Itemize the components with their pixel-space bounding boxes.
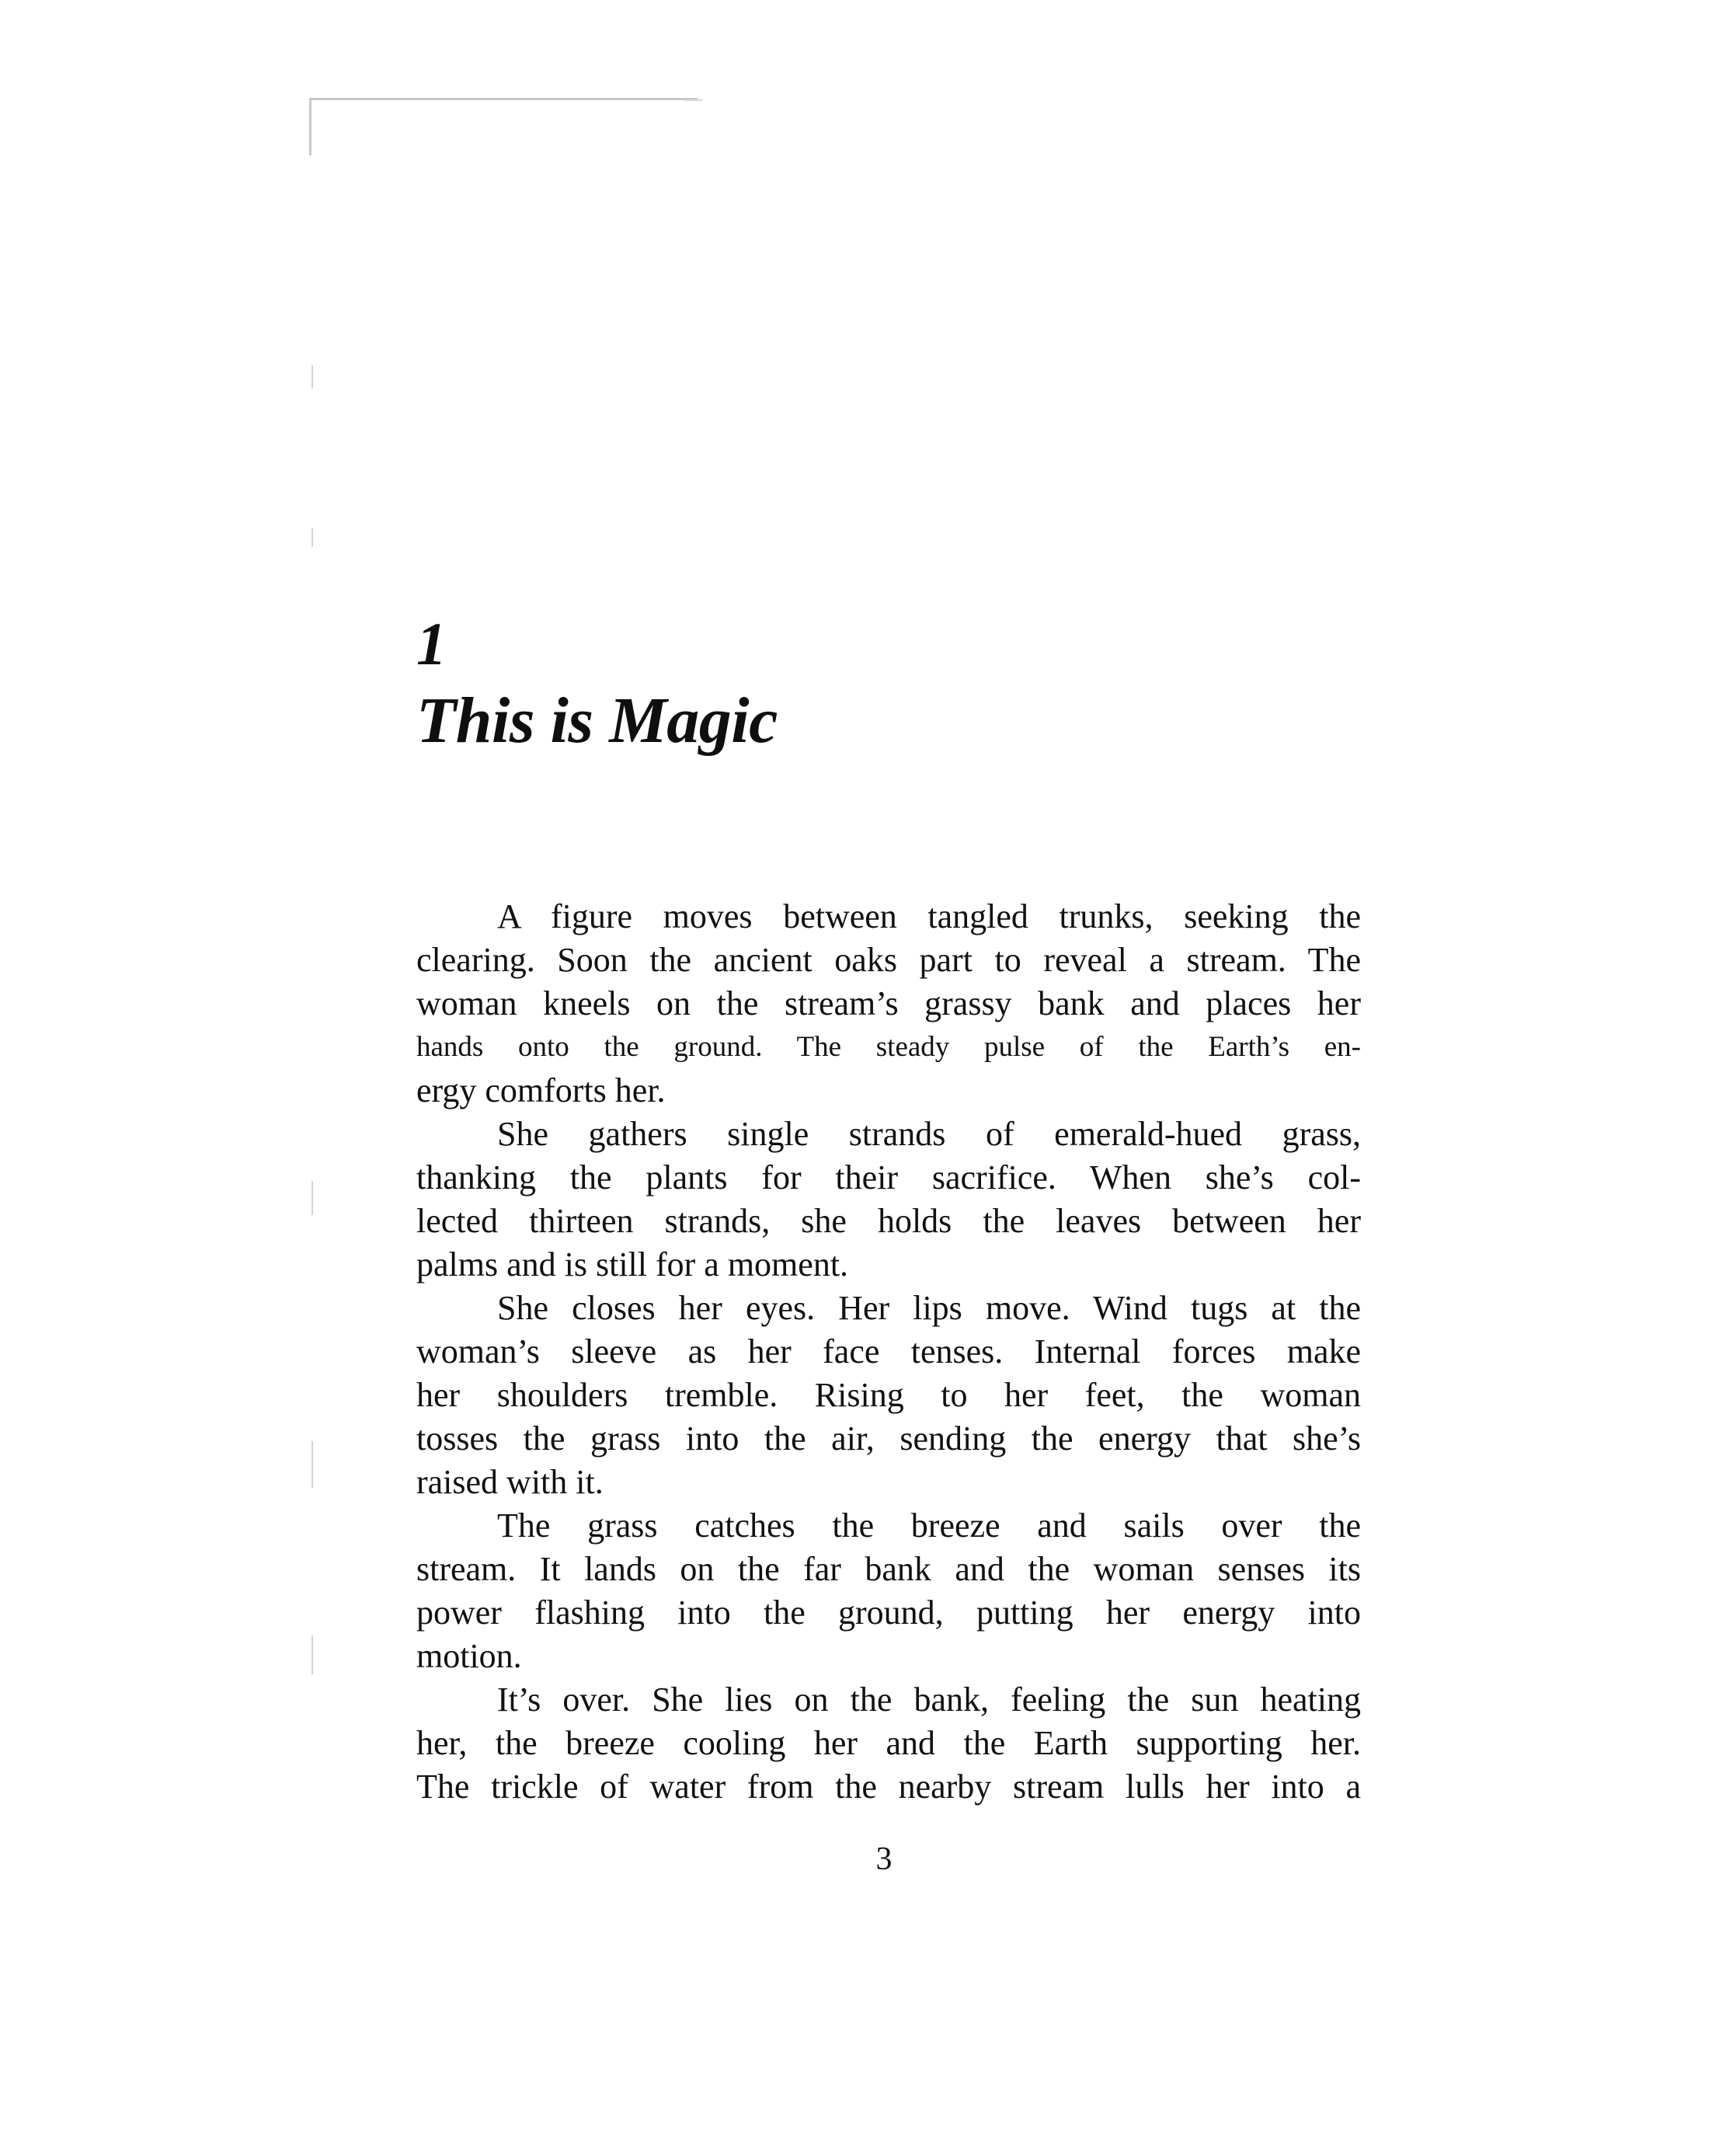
text-line: her shoulders tremble. Rising to her feet, the woman xyxy=(416,1376,1361,1414)
text-line: The trickle of water from the nearby stream lulls her into a xyxy=(416,1768,1361,1806)
text-line: hands onto the ground. The steady pulse of the Earth’s en- xyxy=(416,1031,1361,1063)
page-number: 3 xyxy=(875,1841,893,1877)
text-line: lected thirteen strands, she holds the leaves between her xyxy=(416,1202,1361,1240)
margin-tick xyxy=(311,1441,313,1488)
text-line: A figure moves between tangled trunks, seeking the xyxy=(497,897,1361,935)
text-line: The grass catches the breeze and sails over the xyxy=(497,1506,1361,1545)
text-line: She closes her eyes. Her lips move. Wind tugs at the xyxy=(497,1289,1361,1327)
text-line: She gathers single strands of emerald-hued grass, xyxy=(497,1115,1361,1153)
text-line: woman’s sleeve as her face tenses. Internal forces make xyxy=(416,1332,1361,1371)
text-line: stream. It lands on the far bank and the woman senses its xyxy=(416,1550,1361,1588)
scan-edge-fragment xyxy=(684,99,702,101)
text-line: palms and is still for a moment. xyxy=(416,1245,849,1283)
chapter-number: 1 xyxy=(416,610,447,677)
text-line: ergy comforts her. xyxy=(416,1071,666,1109)
text-line: motion. xyxy=(416,1637,522,1675)
text-line: raised with it. xyxy=(416,1463,604,1501)
text-line: power flashing into the ground, putting her energy into xyxy=(416,1593,1361,1632)
margin-tick xyxy=(311,365,313,388)
text-line: tosses the grass into the air, sending the energy that she’s xyxy=(416,1419,1361,1458)
text-line: her, the breeze cooling her and the Earth supporting her. xyxy=(416,1724,1361,1762)
text-line: woman kneels on the stream’s grassy bank and places her xyxy=(416,984,1361,1022)
scan-edge-left xyxy=(309,98,311,155)
margin-tick xyxy=(311,528,313,547)
chapter-body xyxy=(416,895,1361,1809)
text-line: thanking the plants for their sacrifice. When she’s col- xyxy=(416,1158,1361,1196)
scan-edge-top xyxy=(309,98,698,100)
chapter-title: This is Magic xyxy=(416,684,778,757)
margin-tick xyxy=(311,1181,313,1215)
text-line: clearing. Soon the ancient oaks part to reveal a stream. The xyxy=(416,941,1361,979)
text-line: It’s over. She lies on the bank, feeling the sun heating xyxy=(497,1681,1361,1719)
margin-tick xyxy=(311,1635,313,1674)
